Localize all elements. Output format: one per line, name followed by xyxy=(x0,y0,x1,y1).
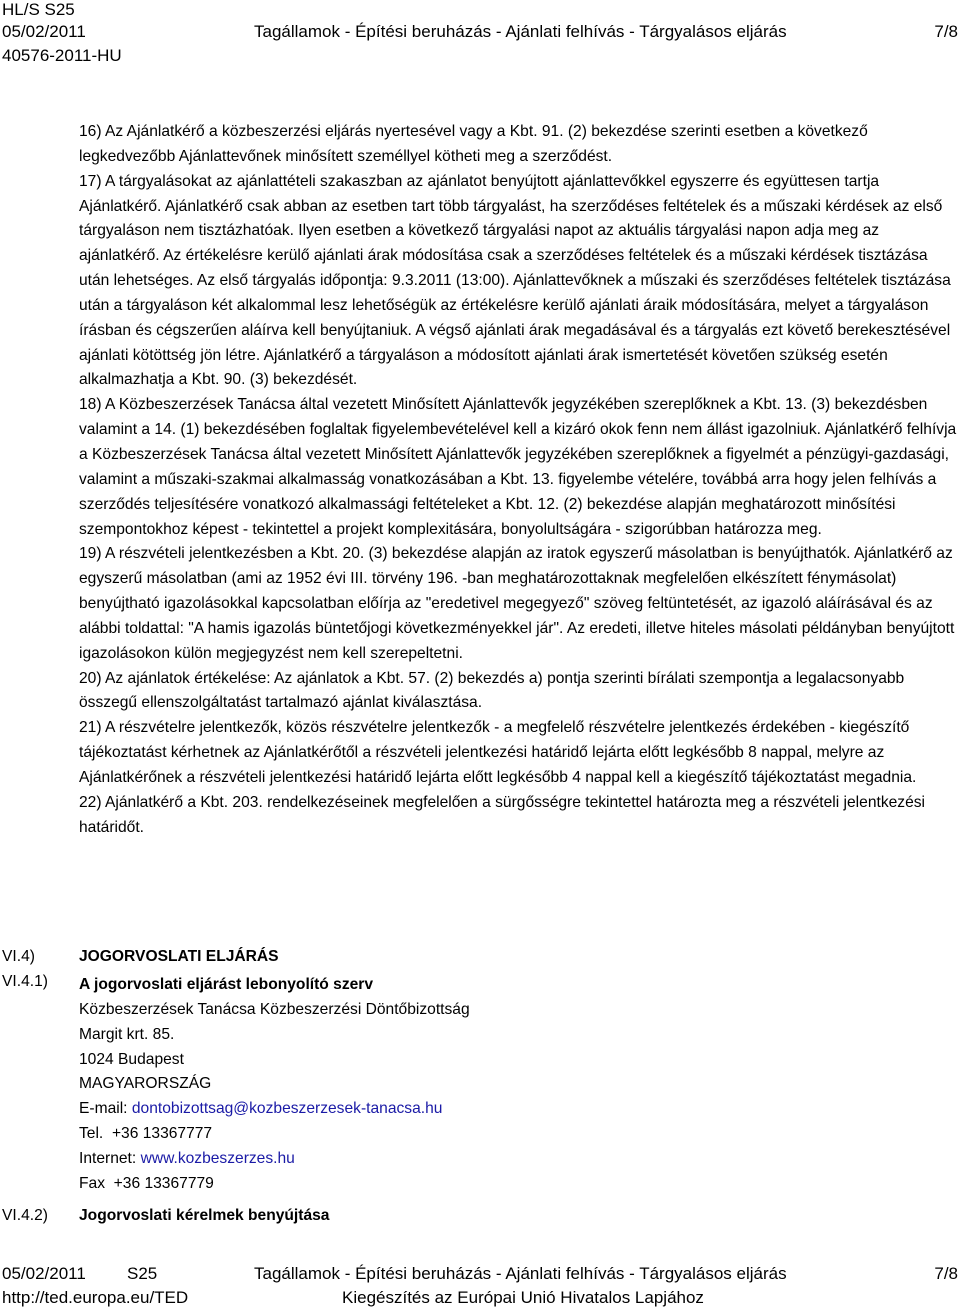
section-heading-vi4: JOGORVOSLATI ELJÁRÁS xyxy=(79,948,279,965)
footer-url[interactable]: http://ted.europa.eu/TED xyxy=(2,1288,189,1307)
review-body-tel-row xyxy=(79,1122,939,1147)
review-body-street: Margit krt. 85. xyxy=(79,1025,175,1043)
review-body-fax-row xyxy=(79,1172,939,1197)
email-link[interactable]: dontobizottsag@kozbeszerzesek-tanacsa.hu xyxy=(131,1100,443,1118)
paragraph-18: 18) A Közbeszerzések Tanácsa által vezetett Minősített Ajánlattevők jegyzékében szereplőknek a Kbt. 13. (3) bekezdésben valamint a 14. (1) bekezdésében foglaltak figyelembevételével kell a kizáró okok fenn nem állást igazolniuk. Ajánlatkérő felhívja a Közbeszerzések Tanácsa által vezetett Minősített Ajánlattevők jegyzékében szereplőknek a figyelmét a pénzügyi-gazdasági, valamint a műszaki-szakmai alkalmasság vonatkozásában a Kbt. 13. figyelembe vételére, továbbá arra hogy jelen felhívás a szerződés teljesítésére vonatkozó alkalmassági feltételeket a Kbt. 12. (2) bekezdése alapján meghatározott minősítési szempontokhoz képest - tekintettel a projekt komplexitására, bonyolultságára - szigorúbban határozza meg. xyxy=(79,396,957,538)
footer-id: S25 xyxy=(127,1264,158,1283)
section-vi41 xyxy=(79,973,939,1197)
review-body-country: MAGYARORSZÁG xyxy=(79,1075,212,1093)
footer-date: 05/02/2011 xyxy=(2,1264,86,1283)
email-label: E-mail: xyxy=(79,1100,128,1118)
paragraph-17: 17) A tárgyalásokat az ajánlattételi szakaszban az ajánlatot benyújtott ajánlattevőkkel egyszerre és együttesen tartja Ajánlatkérő. Ajánlatkérő csak abban az esetben tart több tárgyalást, ha szerződéses feltételek és a műszaki kérdések az első tárgyaláson nem tisztázhatóak. Ilyen esetben a következő tárgyalási napot az aktuális tárgyalási napon adja meg az ajánlatkérő. Az értékelésre kerülő ajánlati árak módosítása csak a szerződéses feltételek és a műszaki kérdések tisztázása után lehetséges. Az első tárgyalás időpontja: 9.3.2011 (13:00). Ajánlattevőknek a műszaki és szerződéses feltételek tisztázása után a tárgyaláson két alkalommal lesz lehetőségük az értékelésre kerülő ajánlati áraik módosítására, melyet a tárgyaláson írásban és cégszerűen aláírva kell benyújtaniuk. A végső ajánlati árak megadásával és a tárgyalás ezt követő berekesztésével ajánlati kötöttség jön létre. Ajánlatkérő a tárgyaláson a módosított ajánlati árak ismertetését követően szükség esetén alkalmazhatja a Kbt. 90. (3) bekezdését. xyxy=(79,172,951,389)
tel-label: Tel. xyxy=(79,1125,104,1143)
section-label-vi41: VI.4.1) xyxy=(2,973,48,990)
review-body-org: Közbeszerzések Tanácsa Közbeszerzési Döntőbizottság xyxy=(79,1000,470,1018)
header-notice-id: 40576-2011-HU xyxy=(2,46,122,65)
section-label-vi4: VI.4) xyxy=(2,948,35,965)
internet-link[interactable]: www.kozbeszerzes.hu xyxy=(140,1149,295,1167)
header-page-number: 7/8 xyxy=(934,22,958,41)
footer-publisher: Kiegészítés az Európai Unió Hivatalos Lapjához xyxy=(342,1288,704,1307)
internet-label: Internet: xyxy=(79,1149,137,1167)
page-header xyxy=(0,0,960,80)
section-heading-vi41: A jogorvoslati eljárást lebonyolító szerv xyxy=(79,976,374,993)
paragraph-21: 21) A részvételre jelentkezők, közös részvételre jelentkezők - a megfelelő részvételre jelentkezés érdekében - kiegészítő tájékoztatást kérhetnek az Ajánlatkérőtől a részvételi jelentkezési határidő lejárta előtt legkésőbb 8 nappal, melyre az Ajánlatkérőnek a részvételi jelentkezési határidő lejárta előtt legkésőbb 4 nappal kell a kiegészítő tájékoztatást megadnia. xyxy=(79,719,917,786)
section-heading-vi42: Jogorvoslati kérelmek benyújtása xyxy=(79,1207,330,1224)
notice-body xyxy=(79,120,959,840)
header-date: 05/02/2011 xyxy=(2,22,86,41)
fax-label: Fax xyxy=(79,1174,105,1192)
footer-page-number: 7/8 xyxy=(934,1264,958,1283)
paragraph-19: 19) A részvételi jelentkezésben a Kbt. 20. (3) bekezdése alapján az iratok egyszerű másolatban is benyújthatók. Ajánlatkérő az egyszerű másolatban (ami az 1952 évi III. törvény 196. -ban meghatározottaknak megfelelően elkészített fénymásolat) benyújtható igazolásokkal kapcsolatban előírja az "eredetivel megegyező" szöveg feltüntetését, az igazoló aláírásával és az alábbi toldattal: "A hamis igazolás büntetőjogi következményekkel jár". Az eredeti, illetve hiteles másolati példányban benyújtott igazolásokon külön megjegyzést nem kell szerepeltetni. xyxy=(79,545,955,662)
paragraph-20: 20) Az ajánlatok értékelése: Az ajánlatok a Kbt. 57. (2) bekezdés a) pontja szerinti bírálati szempontja a legalacsonyabb összegű ellenszolgáltatást tartalmazó ajánlat kiválasztása. xyxy=(79,669,905,712)
review-body-city: 1024 Budapest xyxy=(79,1050,184,1068)
paragraph-22: 22) Ajánlatkérő a Kbt. 203. rendelkezéseinek megfelelően a sürgősségre tekintettel határozta meg a részvételi jelentkezési határidőt. xyxy=(79,793,926,836)
footer-title: Tagállamok - Építési beruházás - Ajánlati felhívás - Tárgyalásos eljárás xyxy=(254,1264,787,1283)
review-body-email-row xyxy=(79,1097,939,1122)
paragraph-16: 16) Az Ajánlatkérő a közbeszerzési eljárás nyertesével vagy a Kbt. 91. (2) bekezdése szerinti esetben a következő legkedvezőbb Ajánlattevőnek minősített személlyel kötheti meg a szerződést. xyxy=(79,123,868,165)
header-title: Tagállamok - Építési beruházás - Ajánlati felhívás - Tárgyalásos eljárás xyxy=(254,22,787,41)
page-footer xyxy=(0,1264,960,1311)
section-label-vi42: VI.4.2) xyxy=(2,1207,48,1224)
section-vi4 xyxy=(79,945,939,970)
review-body-internet-row xyxy=(79,1147,939,1172)
header-doc-code: HL/S S25 xyxy=(2,0,75,19)
section-vi42 xyxy=(79,1204,939,1229)
tel-value: +36 13367777 xyxy=(111,1125,213,1143)
fax-value: +36 13367779 xyxy=(113,1174,214,1192)
